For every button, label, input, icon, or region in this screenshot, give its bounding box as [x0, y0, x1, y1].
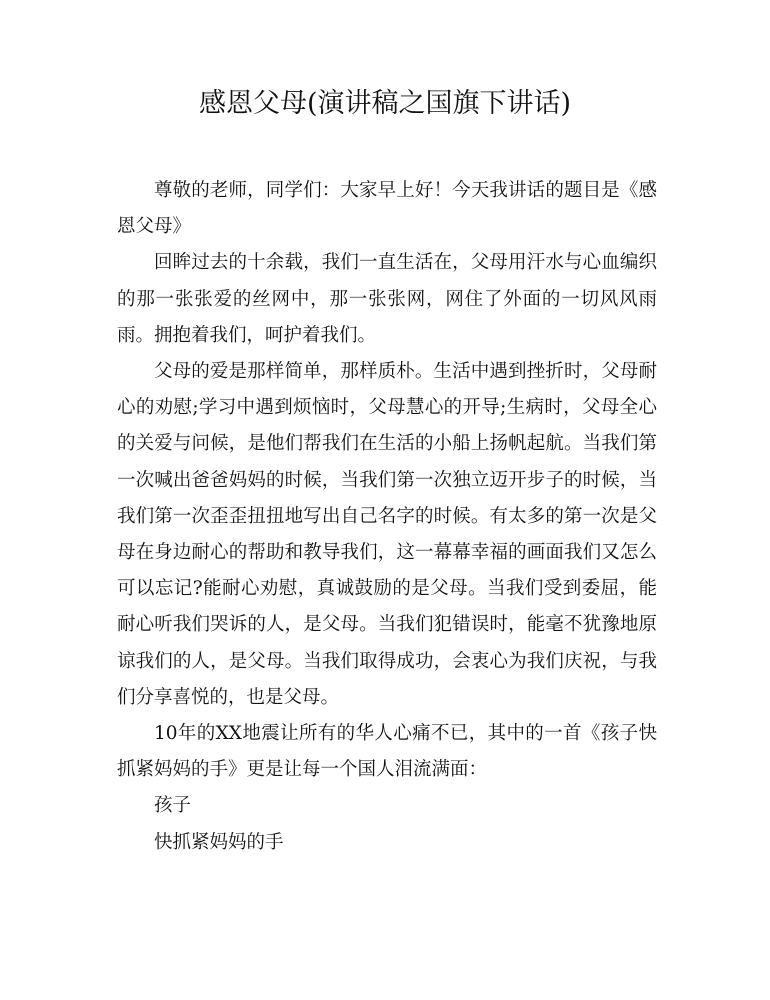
poem-line-1: 孩子	[154, 795, 192, 817]
document-title: 感恩父母(演讲稿之国旗下讲话)	[198, 88, 572, 119]
document-body	[117, 173, 657, 861]
paragraph-greeting: 尊敬的老师，同学们：大家早上好！今天我讲话的题目是《感恩父母》	[117, 180, 657, 238]
paragraph-parents-love: 父母的爱是那样简单，那样质朴。生活中遇到挫折时，父母耐心的劝慰;学习中遇到烦恼时，父母慧心的开导;生病时，父母全心的关爱与问候，是他们帮我们在生活的小船上扬帆起航。当我们第一次喊出爸爸妈妈的时候，当我们第一次独立迈开步子的时候，当我们第一次歪歪扭扭地写出自己名字的时候。有太多的第一次是父母在身边耐心的帮助和教导我们，这一幕幕幸福的画面我们又怎么可以忘记?能耐心劝慰，真诚鼓励的是父母。当我们受到委屈，能耐心听我们哭诉的人，是父母。当我们犯错误时，能毫不犹豫地原谅我们的人，是父母。当我们取得成功，会衷心为我们庆祝，与我们分享喜悦的，也是父母。	[117, 361, 657, 708]
paragraph-earthquake: 10年的XX地震让所有的华人心痛不已，其中的一首《孩子快抓紧妈妈的手》更是让每一个国人泪流满面：	[117, 723, 657, 781]
poem-line-2: 快抓紧妈妈的手	[154, 831, 284, 853]
paragraph-looking-back: 回眸过去的十余载，我们一直生活在，父母用汗水与心血编织的那一张张爱的丝网中，那一张张网，网住了外面的一切风风雨雨。拥抱着我们，呵护着我们。	[117, 252, 657, 346]
